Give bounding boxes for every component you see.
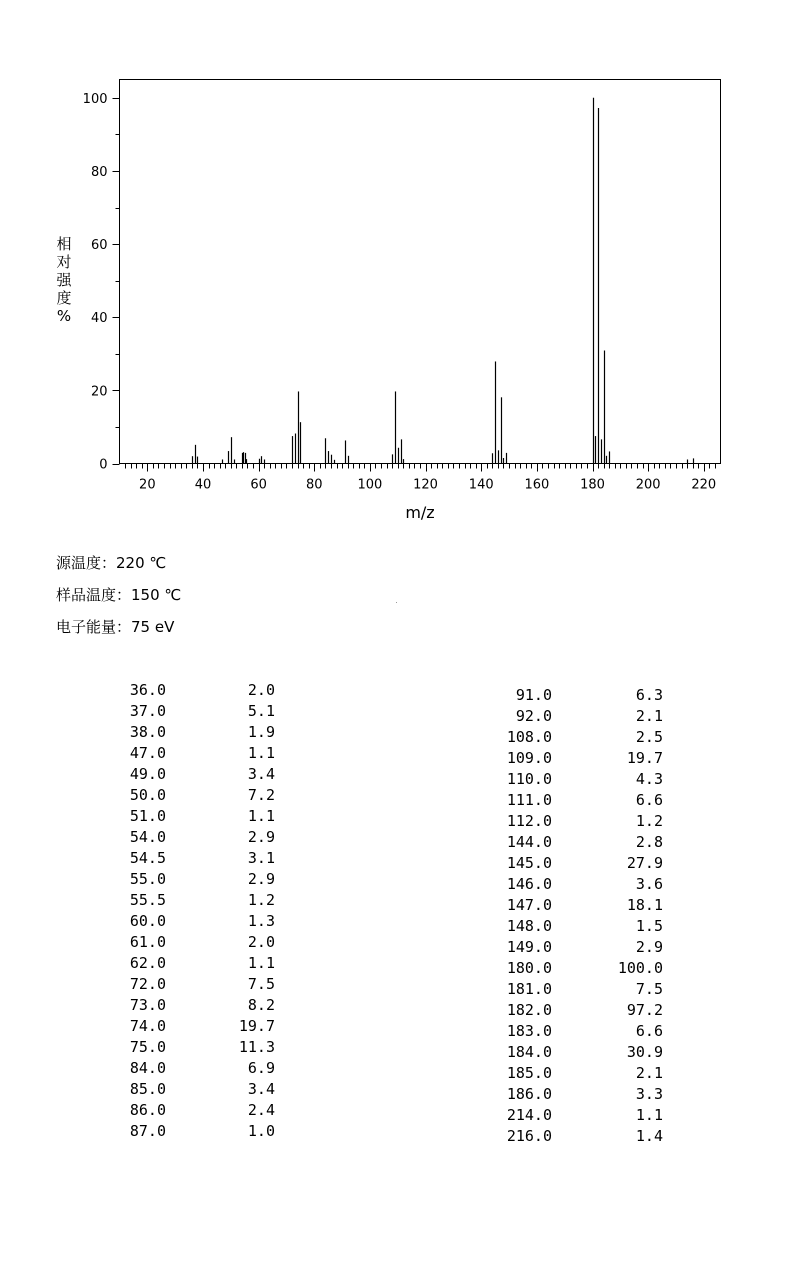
- mz-value: 85.0: [129, 1080, 166, 1098]
- table-row: [0, 895, 794, 916]
- intensity-value: 3.4: [247, 765, 275, 783]
- mz-value: 72.0: [129, 975, 166, 993]
- intensity-value: 2.9: [247, 870, 275, 888]
- intensity-value: 5.1: [247, 702, 275, 720]
- x-tick-label: 20: [139, 477, 156, 493]
- spectrum-bars: [193, 98, 694, 464]
- mz-value: 185.0: [506, 1064, 552, 1082]
- intensity-value: 7.2: [247, 786, 275, 804]
- table-row: [0, 916, 794, 937]
- intensity-value: 1.4: [635, 1127, 663, 1145]
- x-tick-label: 220: [691, 477, 717, 493]
- mz-value: 145.0: [506, 854, 552, 872]
- intensity-value: 6.6: [635, 791, 663, 809]
- intensity-value: 2.5: [635, 728, 663, 746]
- table-row: [0, 790, 794, 811]
- y-axis-label-char: %: [56, 307, 72, 325]
- intensity-value: 97.2: [626, 1001, 663, 1019]
- mz-value: 55.5: [129, 891, 166, 909]
- intensity-value: 2.1: [635, 1064, 663, 1082]
- y-tick-label: 60: [90, 238, 108, 254]
- plot-frame: [120, 80, 721, 464]
- intensity-value: 1.9: [247, 723, 275, 741]
- table-row: [0, 937, 794, 958]
- y-axis-label-char: 对: [56, 253, 72, 271]
- intensity-value: 1.1: [247, 954, 275, 972]
- intensity-value: 2.9: [247, 828, 275, 846]
- intensity-value: 19.7: [238, 1017, 275, 1035]
- intensity-value: 1.1: [635, 1106, 663, 1124]
- y-axis: [83, 92, 120, 473]
- intensity-value: 11.3: [238, 1038, 275, 1056]
- table-row: [0, 979, 794, 1000]
- mass-spectrum-chart: [0, 0, 794, 530]
- intensity-value: 1.1: [247, 807, 275, 825]
- table-row: [0, 1126, 794, 1147]
- mz-value: 62.0: [129, 954, 166, 972]
- mz-value: 186.0: [506, 1085, 552, 1103]
- y-tick-label: 0: [99, 457, 108, 473]
- intensity-value: 27.9: [626, 854, 663, 872]
- y-axis-label-char: 相: [56, 235, 72, 253]
- table-row: [0, 1042, 794, 1063]
- mz-value: 112.0: [506, 812, 552, 830]
- mz-value: 38.0: [129, 723, 166, 741]
- mz-value: 148.0: [506, 917, 552, 935]
- mz-value: 54.0: [129, 828, 166, 846]
- intensity-value: 2.0: [247, 681, 275, 699]
- intensity-value: 3.4: [247, 1080, 275, 1098]
- mz-value: 60.0: [129, 912, 166, 930]
- mz-value: 50.0: [129, 786, 166, 804]
- table-row: [0, 1000, 794, 1021]
- mz-value: 146.0: [506, 875, 552, 893]
- mz-value: 75.0: [129, 1038, 166, 1056]
- mz-value: 87.0: [129, 1122, 166, 1140]
- intensity-value: 1.1: [247, 744, 275, 762]
- table-row: [0, 727, 794, 748]
- intensity-value: 6.9: [247, 1059, 275, 1077]
- mz-value: 91.0: [515, 686, 552, 704]
- mz-value: 74.0: [129, 1017, 166, 1035]
- intensity-value: 1.2: [247, 891, 275, 909]
- x-tick-label: 60: [250, 477, 267, 493]
- table-row: [0, 769, 794, 790]
- mz-value: 183.0: [506, 1022, 552, 1040]
- sample-temperature: 样品温度：150 ℃: [56, 586, 182, 604]
- intensity-value: 3.3: [635, 1085, 663, 1103]
- intensity-value: 30.9: [626, 1043, 663, 1061]
- intensity-value: 3.6: [635, 875, 663, 893]
- x-tick-label: 80: [305, 477, 323, 493]
- mz-value: 92.0: [515, 707, 552, 725]
- mz-value: 54.5: [129, 849, 166, 867]
- intensity-value: 2.4: [247, 1101, 275, 1119]
- y-tick-label: 80: [90, 164, 108, 180]
- y-tick-label: 20: [90, 384, 108, 400]
- mz-value: 216.0: [506, 1127, 552, 1145]
- stray-mark: [396, 602, 397, 603]
- mz-value: 37.0: [129, 702, 166, 720]
- intensity-value: 7.5: [635, 980, 663, 998]
- table-row: [0, 958, 794, 979]
- intensity-value: 4.3: [635, 770, 663, 788]
- mz-value: 47.0: [129, 744, 166, 762]
- mz-value: 109.0: [506, 749, 552, 767]
- x-tick-label: 140: [468, 477, 494, 493]
- table-row: [0, 685, 794, 706]
- intensity-value: 7.5: [247, 975, 275, 993]
- x-tick-label: 160: [524, 477, 550, 493]
- intensity-value: 18.1: [626, 896, 663, 914]
- table-row: [0, 706, 794, 727]
- electron-energy: 电子能量：75 eV: [56, 618, 175, 636]
- y-axis-label: [56, 235, 72, 325]
- mz-value: 108.0: [506, 728, 552, 746]
- intensity-value: 1.3: [247, 912, 275, 930]
- x-axis-label: m/z: [405, 503, 435, 522]
- intensity-value: 2.8: [635, 833, 663, 851]
- x-axis: [126, 464, 717, 493]
- table-row: [0, 811, 794, 832]
- intensity-value: 2.9: [635, 938, 663, 956]
- mz-value: 181.0: [506, 980, 552, 998]
- table-row: [0, 748, 794, 769]
- table-row: [0, 874, 794, 895]
- table-row: [0, 1063, 794, 1084]
- y-axis-label-char: 度: [56, 289, 72, 307]
- y-axis-label-char: 强: [56, 271, 72, 289]
- intensity-value: 6.3: [635, 686, 663, 704]
- intensity-value: 8.2: [247, 996, 275, 1014]
- intensity-value: 3.1: [247, 849, 275, 867]
- intensity-value: 19.7: [626, 749, 663, 767]
- mz-value: 214.0: [506, 1106, 552, 1124]
- mz-value: 49.0: [129, 765, 166, 783]
- mz-value: 147.0: [506, 896, 552, 914]
- intensity-value: 1.5: [635, 917, 663, 935]
- mz-value: 84.0: [129, 1059, 166, 1077]
- table-row: [0, 853, 794, 874]
- intensity-value: 100.0: [617, 959, 663, 977]
- table-row: [0, 1084, 794, 1105]
- table-row: [0, 1021, 794, 1042]
- mz-value: 111.0: [506, 791, 552, 809]
- x-tick-label: 200: [635, 477, 661, 493]
- mz-value: 184.0: [506, 1043, 552, 1061]
- x-tick-label: 180: [580, 477, 605, 493]
- mz-value: 110.0: [506, 770, 552, 788]
- intensity-value: 6.6: [635, 1022, 663, 1040]
- mz-value: 73.0: [129, 996, 166, 1014]
- y-tick-label: 40: [90, 311, 108, 327]
- intensity-value: 2.1: [635, 707, 663, 725]
- mz-value: 36.0: [129, 681, 166, 699]
- intensity-value: 1.0: [247, 1122, 275, 1140]
- y-tick-label: 100: [82, 91, 108, 107]
- mz-value: 182.0: [506, 1001, 552, 1019]
- mz-value: 86.0: [129, 1101, 166, 1119]
- mz-value: 61.0: [129, 933, 166, 951]
- mz-value: 149.0: [506, 938, 552, 956]
- x-tick-label: 120: [413, 477, 438, 493]
- table-row: [0, 832, 794, 853]
- table-row: [0, 1105, 794, 1126]
- intensity-value: 1.2: [635, 812, 663, 830]
- x-tick-label: 40: [194, 477, 212, 493]
- x-tick-label: 100: [357, 477, 383, 493]
- mz-value: 180.0: [506, 959, 552, 977]
- intensity-value: 2.0: [247, 933, 275, 951]
- mz-value: 144.0: [506, 833, 552, 851]
- source-temperature: 源温度：220 ℃: [56, 554, 167, 572]
- mz-value: 55.0: [129, 870, 166, 888]
- mz-value: 51.0: [129, 807, 166, 825]
